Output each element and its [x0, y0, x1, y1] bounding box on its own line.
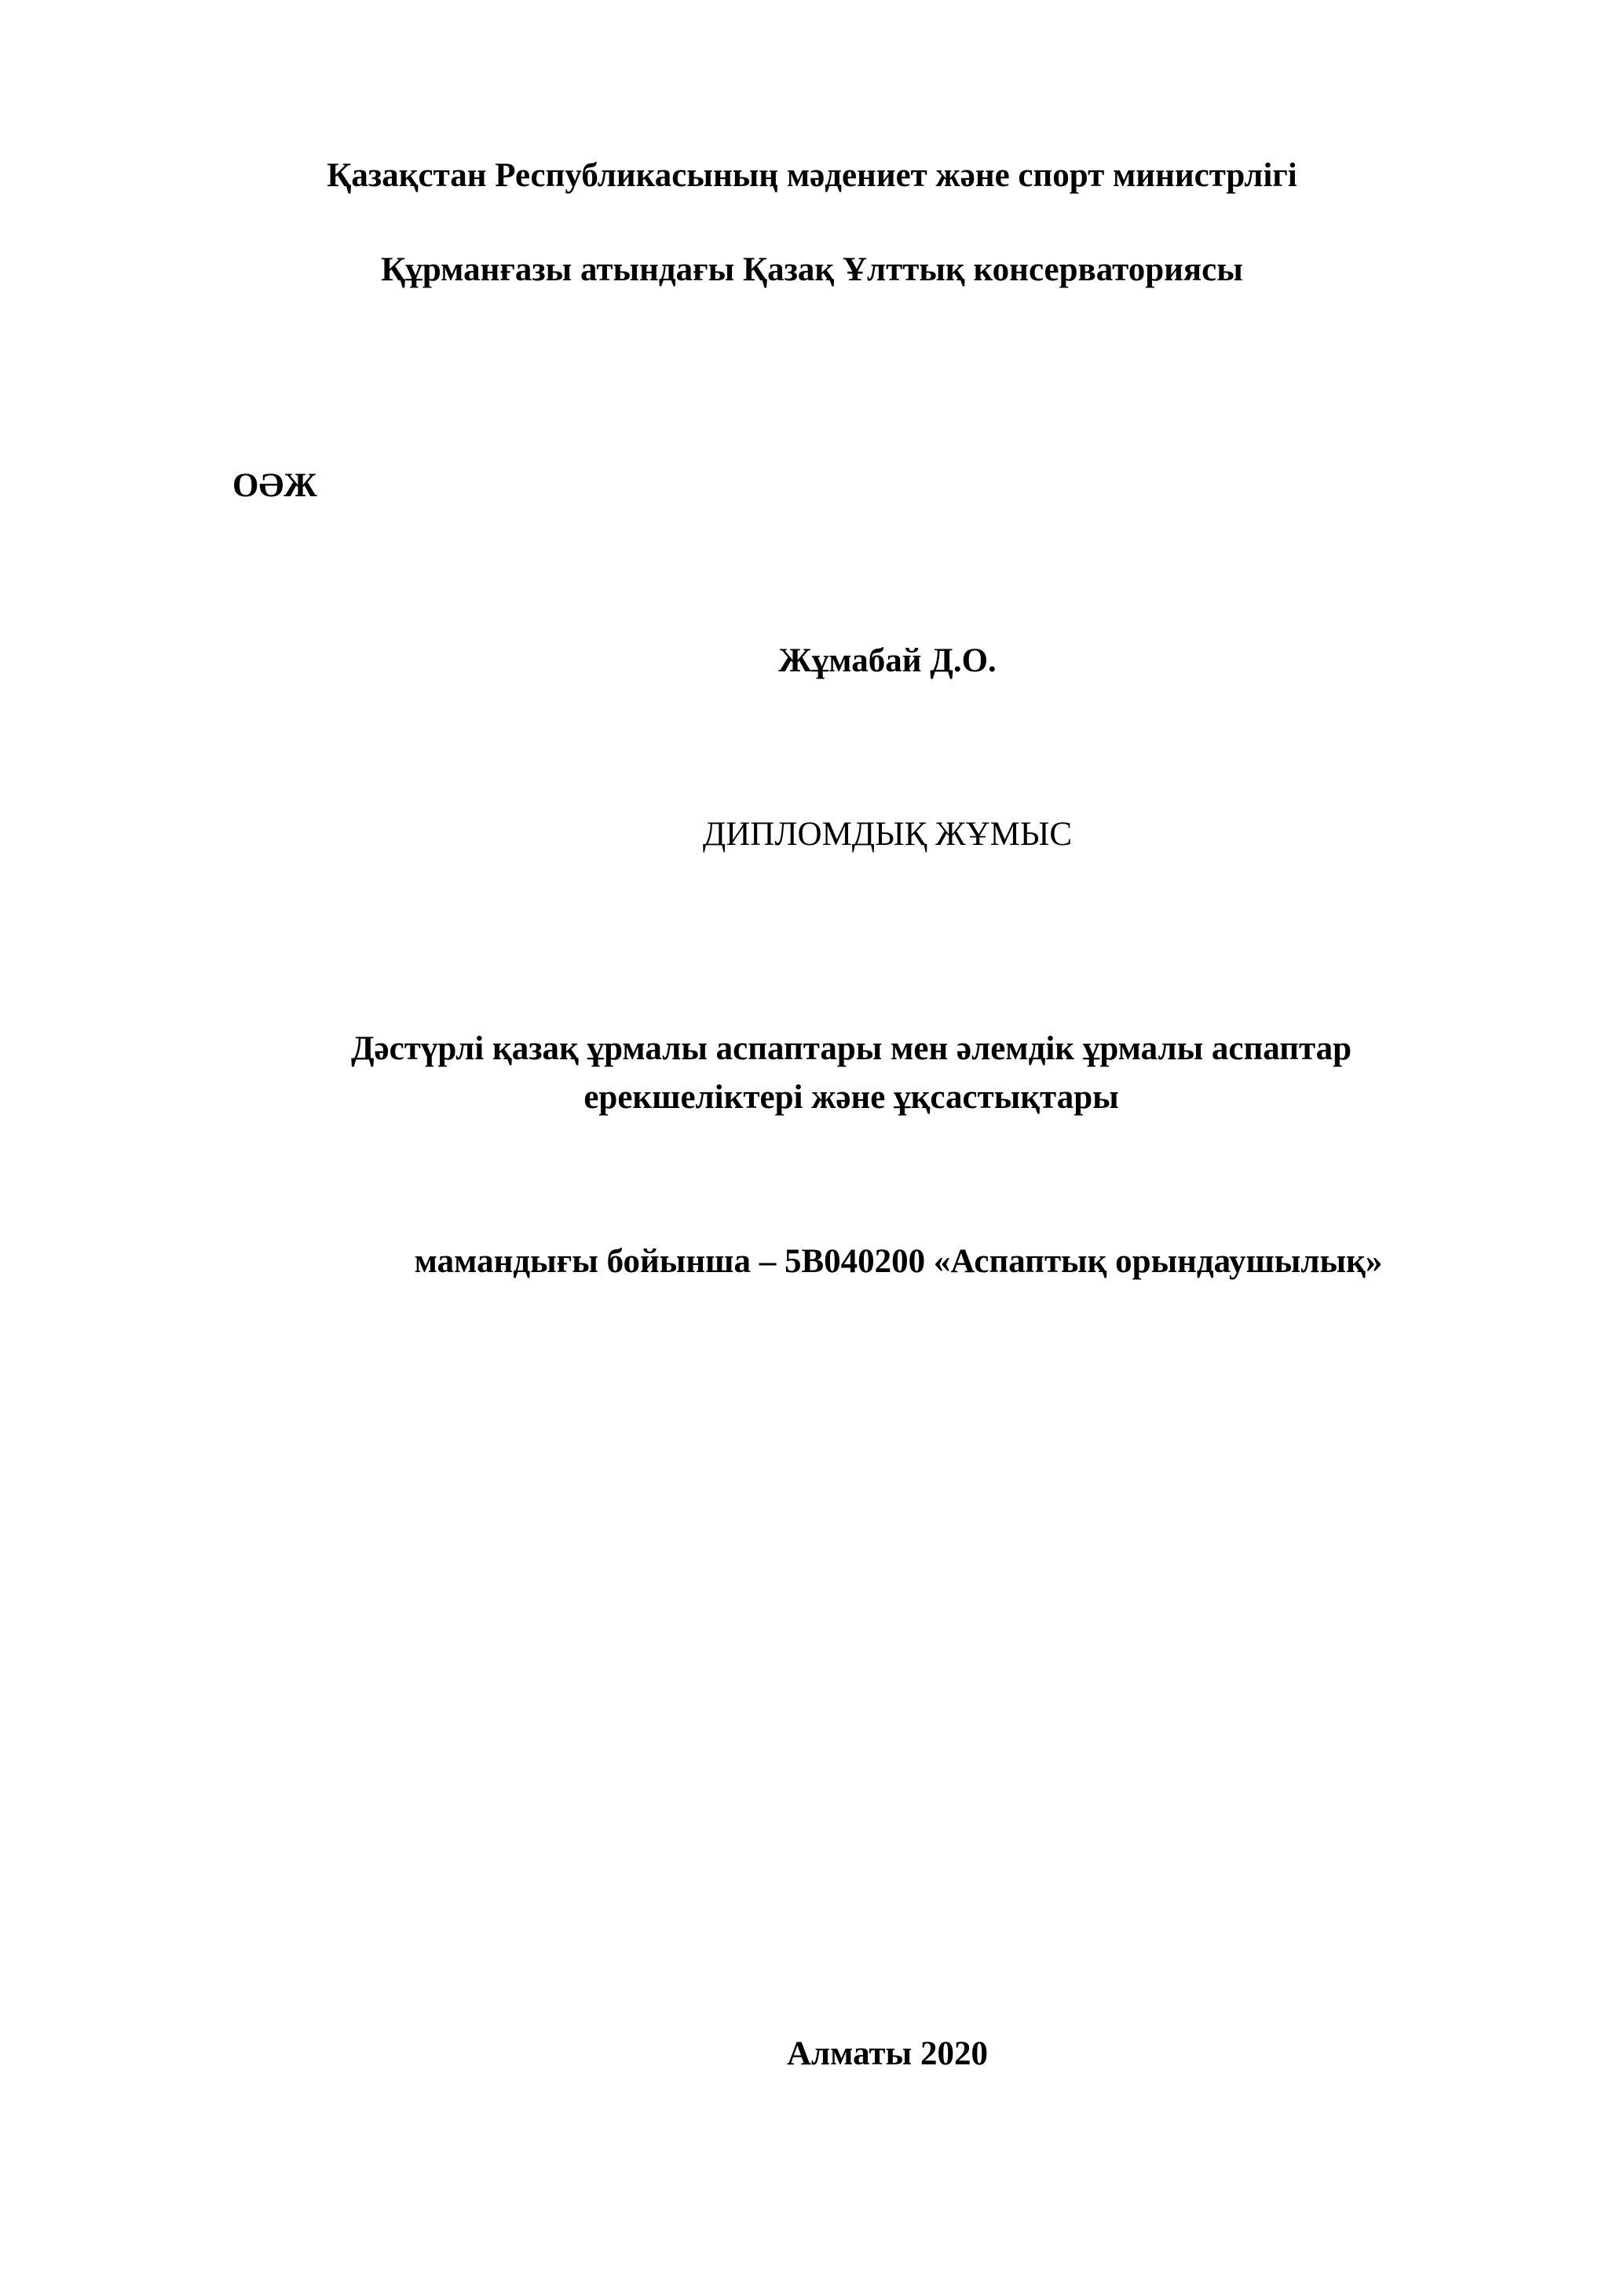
- thesis-title-line-2: ерекшеліктері және ұқсастықтары: [583, 1079, 1119, 1116]
- work-type-heading: ДИПЛОМДЫҚ ЖҰМЫС: [702, 816, 1073, 853]
- udc-label: ОӘЖ: [232, 467, 317, 504]
- thesis-title-line-1: Дәстүрлі қазақ ұрмалы аспаптары мен әлемдік ұрмалы аспаптар: [350, 1030, 1352, 1067]
- institution-heading: Құрманғазы атындағы Қазақ Ұлттық консерваториясы: [381, 251, 1243, 288]
- author-name: Жұмабай Д.О.: [778, 642, 997, 679]
- specialty-line: мамандығы бойынша – 5В040200 «Аспаптық орындаушылық»: [414, 1243, 1383, 1280]
- city-year: Алматы 2020: [786, 2035, 988, 2072]
- ministry-heading: Қазақстан Республикасының мәдениет және спорт министрлігі: [327, 157, 1297, 194]
